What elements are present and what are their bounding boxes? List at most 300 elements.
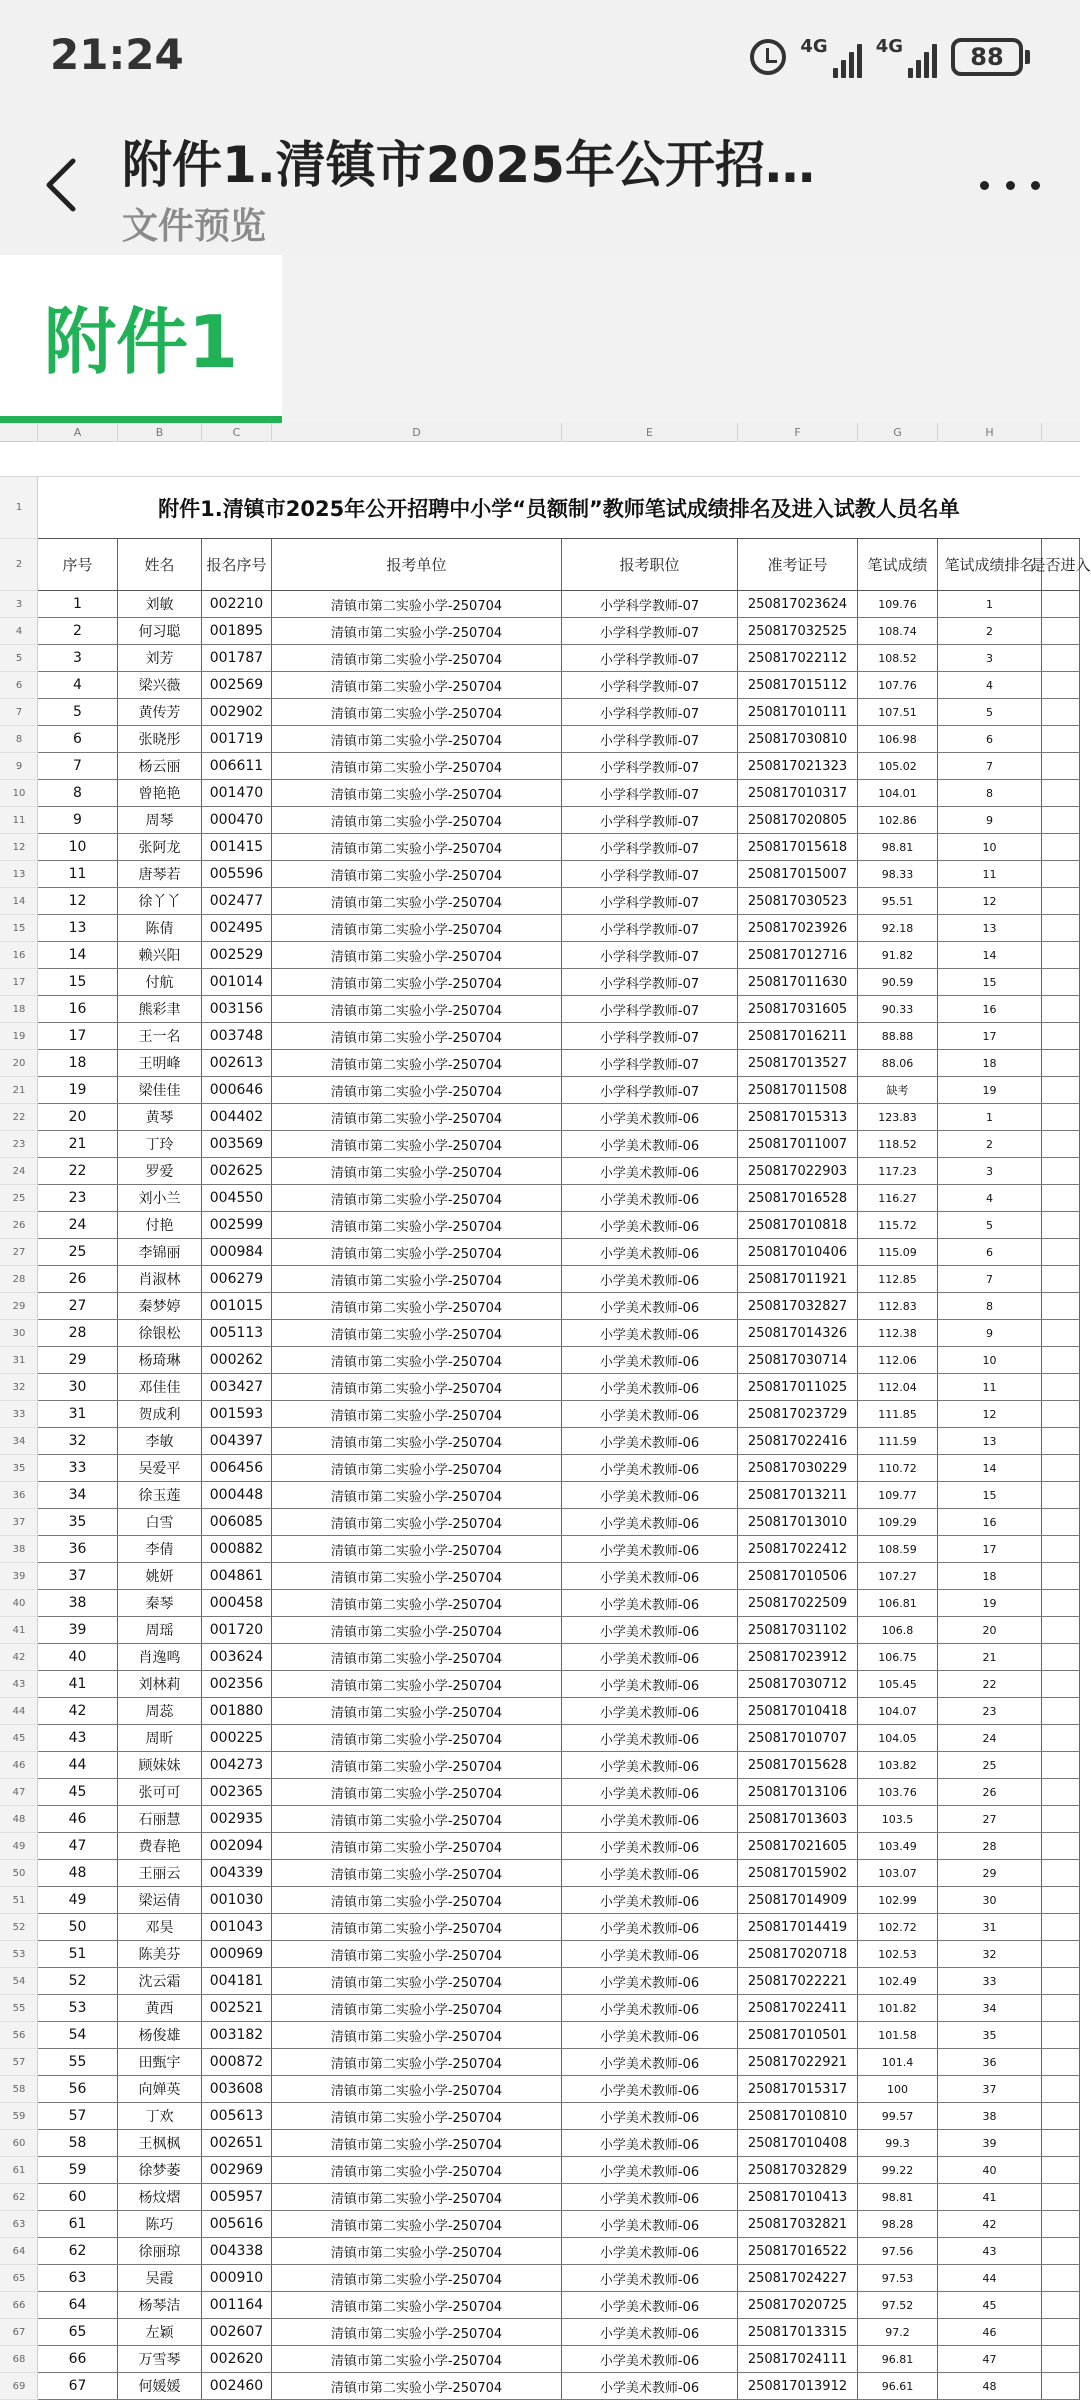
advance-cell[interactable]: [1042, 1644, 1080, 1670]
ticket-no-cell[interactable]: 250817014326: [738, 1320, 858, 1346]
unit-cell[interactable]: 清镇市第二实验小学-250704: [272, 1185, 562, 1211]
reg-no-cell[interactable]: 002094: [202, 1833, 272, 1859]
advance-cell[interactable]: [1042, 1887, 1080, 1913]
advance-cell[interactable]: [1042, 2373, 1080, 2399]
reg-no-cell[interactable]: 006085: [202, 1509, 272, 1535]
row-number[interactable]: 21: [0, 1077, 38, 1104]
name-cell[interactable]: 刘敏: [118, 591, 202, 617]
advance-cell[interactable]: [1042, 861, 1080, 887]
unit-cell[interactable]: 清镇市第二实验小学-250704: [272, 1644, 562, 1670]
reg-no-cell[interactable]: 002495: [202, 915, 272, 941]
advance-cell[interactable]: [1042, 1779, 1080, 1805]
reg-no-cell[interactable]: 004338: [202, 2238, 272, 2264]
header-cell[interactable]: 准考证号: [738, 539, 858, 590]
ticket-no-cell[interactable]: 250817013211: [738, 1482, 858, 1508]
ticket-no-cell[interactable]: 250817010818: [738, 1212, 858, 1238]
advance-cell[interactable]: [1042, 1401, 1080, 1427]
position-cell[interactable]: 小学美术教师-06: [562, 1806, 738, 1832]
ticket-no-cell[interactable]: 250817010406: [738, 1239, 858, 1265]
ticket-no-cell[interactable]: 250817013603: [738, 1806, 858, 1832]
score-cell[interactable]: 101.82: [858, 1995, 938, 2021]
position-cell[interactable]: 小学美术教师-06: [562, 1320, 738, 1346]
header-cell[interactable]: 姓名: [118, 539, 202, 590]
ticket-no-cell[interactable]: 250817024111: [738, 2346, 858, 2372]
seq-cell[interactable]: 1: [38, 591, 118, 617]
score-cell[interactable]: 88.06: [858, 1050, 938, 1076]
rank-cell[interactable]: 31: [938, 1914, 1042, 1940]
seq-cell[interactable]: 30: [38, 1374, 118, 1400]
unit-cell[interactable]: 清镇市第二实验小学-250704: [272, 1401, 562, 1427]
name-cell[interactable]: 万雪琴: [118, 2346, 202, 2372]
position-cell[interactable]: 小学美术教师-06: [562, 1455, 738, 1481]
reg-no-cell[interactable]: 002477: [202, 888, 272, 914]
name-cell[interactable]: 陈倩: [118, 915, 202, 941]
reg-no-cell[interactable]: 002607: [202, 2319, 272, 2345]
unit-cell[interactable]: 清镇市第二实验小学-250704: [272, 2076, 562, 2102]
rank-cell[interactable]: 26: [938, 1779, 1042, 1805]
name-cell[interactable]: 何习聪: [118, 618, 202, 644]
row-number[interactable]: 3: [0, 591, 38, 618]
unit-cell[interactable]: 清镇市第二实验小学-250704: [272, 834, 562, 860]
header-cell[interactable]: 报考单位: [272, 539, 562, 590]
score-cell[interactable]: 105.45: [858, 1671, 938, 1697]
name-cell[interactable]: 付艳: [118, 1212, 202, 1238]
reg-no-cell[interactable]: 001164: [202, 2292, 272, 2318]
name-cell[interactable]: 丁欢: [118, 2103, 202, 2129]
column-letter[interactable]: G: [858, 423, 938, 442]
name-cell[interactable]: 杨俊雄: [118, 2022, 202, 2048]
unit-cell[interactable]: 清镇市第二实验小学-250704: [272, 2130, 562, 2156]
position-cell[interactable]: 小学美术教师-06: [562, 1590, 738, 1616]
seq-cell[interactable]: 41: [38, 1671, 118, 1697]
advance-cell[interactable]: [1042, 2184, 1080, 2210]
reg-no-cell[interactable]: 002569: [202, 672, 272, 698]
score-cell[interactable]: 102.86: [858, 807, 938, 833]
score-cell[interactable]: 97.52: [858, 2292, 938, 2318]
row-number[interactable]: 59: [0, 2103, 38, 2130]
ticket-no-cell[interactable]: 250817024227: [738, 2265, 858, 2291]
unit-cell[interactable]: 清镇市第二实验小学-250704: [272, 1050, 562, 1076]
ticket-no-cell[interactable]: 250817011508: [738, 1077, 858, 1103]
unit-cell[interactable]: 清镇市第二实验小学-250704: [272, 1806, 562, 1832]
unit-cell[interactable]: 清镇市第二实验小学-250704: [272, 1617, 562, 1643]
rank-cell[interactable]: 2: [938, 1131, 1042, 1157]
unit-cell[interactable]: 清镇市第二实验小学-250704: [272, 1968, 562, 1994]
score-cell[interactable]: 91.82: [858, 942, 938, 968]
rank-cell[interactable]: 37: [938, 2076, 1042, 2102]
position-cell[interactable]: 小学美术教师-06: [562, 1941, 738, 1967]
advance-cell[interactable]: [1042, 1212, 1080, 1238]
score-cell[interactable]: 115.09: [858, 1239, 938, 1265]
name-cell[interactable]: 周蕊: [118, 1698, 202, 1724]
advance-cell[interactable]: [1042, 1131, 1080, 1157]
ticket-no-cell[interactable]: 250817013912: [738, 2373, 858, 2399]
advance-cell[interactable]: [1042, 2157, 1080, 2183]
reg-no-cell[interactable]: 004550: [202, 1185, 272, 1211]
ticket-no-cell[interactable]: 250817011025: [738, 1374, 858, 1400]
seq-cell[interactable]: 52: [38, 1968, 118, 1994]
ticket-no-cell[interactable]: 250817032525: [738, 618, 858, 644]
unit-cell[interactable]: 清镇市第二实验小学-250704: [272, 1752, 562, 1778]
ticket-no-cell[interactable]: 250817031605: [738, 996, 858, 1022]
unit-cell[interactable]: 清镇市第二实验小学-250704: [272, 753, 562, 779]
ticket-no-cell[interactable]: 250817021323: [738, 753, 858, 779]
rank-cell[interactable]: 18: [938, 1050, 1042, 1076]
seq-cell[interactable]: 17: [38, 1023, 118, 1049]
row-number[interactable]: 8: [0, 726, 38, 753]
rank-cell[interactable]: 1: [938, 591, 1042, 617]
position-cell[interactable]: 小学美术教师-06: [562, 1644, 738, 1670]
position-cell[interactable]: 小学美术教师-06: [562, 1131, 738, 1157]
reg-no-cell[interactable]: 001030: [202, 1887, 272, 1913]
rank-cell[interactable]: 8: [938, 780, 1042, 806]
reg-no-cell[interactable]: 000225: [202, 1725, 272, 1751]
advance-cell[interactable]: [1042, 1482, 1080, 1508]
position-cell[interactable]: 小学美术教师-06: [562, 1725, 738, 1751]
rank-cell[interactable]: 17: [938, 1536, 1042, 1562]
name-cell[interactable]: 李锦丽: [118, 1239, 202, 1265]
position-cell[interactable]: 小学科学教师-07: [562, 1050, 738, 1076]
unit-cell[interactable]: 清镇市第二实验小学-250704: [272, 1455, 562, 1481]
unit-cell[interactable]: 清镇市第二实验小学-250704: [272, 1266, 562, 1292]
ticket-no-cell[interactable]: 250817012716: [738, 942, 858, 968]
position-cell[interactable]: 小学美术教师-06: [562, 1563, 738, 1589]
advance-cell[interactable]: [1042, 1833, 1080, 1859]
rank-cell[interactable]: 36: [938, 2049, 1042, 2075]
unit-cell[interactable]: 清镇市第二实验小学-250704: [272, 1239, 562, 1265]
advance-cell[interactable]: [1042, 2211, 1080, 2237]
advance-cell[interactable]: [1042, 1860, 1080, 1886]
unit-cell[interactable]: 清镇市第二实验小学-250704: [272, 1563, 562, 1589]
reg-no-cell[interactable]: 004339: [202, 1860, 272, 1886]
name-cell[interactable]: 肖淑林: [118, 1266, 202, 1292]
rank-cell[interactable]: 21: [938, 1644, 1042, 1670]
advance-cell[interactable]: [1042, 1968, 1080, 1994]
ticket-no-cell[interactable]: 250817032829: [738, 2157, 858, 2183]
seq-cell[interactable]: 63: [38, 2265, 118, 2291]
ticket-no-cell[interactable]: 250817016522: [738, 2238, 858, 2264]
score-cell[interactable]: 107.27: [858, 1563, 938, 1589]
rank-cell[interactable]: 6: [938, 1239, 1042, 1265]
header-cell[interactable]: 笔试成绩排名: [938, 539, 1042, 590]
reg-no-cell[interactable]: 001787: [202, 645, 272, 671]
reg-no-cell[interactable]: 002902: [202, 699, 272, 725]
seq-cell[interactable]: 15: [38, 969, 118, 995]
seq-cell[interactable]: 65: [38, 2319, 118, 2345]
reg-no-cell[interactable]: 002625: [202, 1158, 272, 1184]
position-cell[interactable]: 小学科学教师-07: [562, 618, 738, 644]
advance-cell[interactable]: [1042, 753, 1080, 779]
advance-cell[interactable]: [1042, 1104, 1080, 1130]
score-cell[interactable]: 106.98: [858, 726, 938, 752]
header-cell[interactable]: 笔试成绩: [858, 539, 938, 590]
position-cell[interactable]: 小学美术教师-06: [562, 1293, 738, 1319]
name-cell[interactable]: 秦琴: [118, 1590, 202, 1616]
unit-cell[interactable]: 清镇市第二实验小学-250704: [272, 2373, 562, 2399]
advance-cell[interactable]: [1042, 1671, 1080, 1697]
row-number[interactable]: 27: [0, 1239, 38, 1266]
unit-cell[interactable]: 清镇市第二实验小学-250704: [272, 1023, 562, 1049]
score-cell[interactable]: 104.07: [858, 1698, 938, 1724]
row-number[interactable]: 23: [0, 1131, 38, 1158]
name-cell[interactable]: 秦梦婷: [118, 1293, 202, 1319]
reg-no-cell[interactable]: 000458: [202, 1590, 272, 1616]
reg-no-cell[interactable]: 001895: [202, 618, 272, 644]
name-cell[interactable]: 陈巧: [118, 2211, 202, 2237]
ticket-no-cell[interactable]: 250817010506: [738, 1563, 858, 1589]
score-cell[interactable]: 99.22: [858, 2157, 938, 2183]
position-cell[interactable]: 小学美术教师-06: [562, 1104, 738, 1130]
advance-cell[interactable]: [1042, 834, 1080, 860]
score-cell[interactable]: 107.76: [858, 672, 938, 698]
seq-cell[interactable]: 61: [38, 2211, 118, 2237]
unit-cell[interactable]: 清镇市第二实验小学-250704: [272, 1131, 562, 1157]
rank-cell[interactable]: 25: [938, 1752, 1042, 1778]
reg-no-cell[interactable]: 002365: [202, 1779, 272, 1805]
advance-cell[interactable]: [1042, 1266, 1080, 1292]
rank-cell[interactable]: 27: [938, 1806, 1042, 1832]
reg-no-cell[interactable]: 005596: [202, 861, 272, 887]
reg-no-cell[interactable]: 001470: [202, 780, 272, 806]
position-cell[interactable]: 小学科学教师-07: [562, 996, 738, 1022]
sheet-tab-active[interactable]: 附件1: [0, 255, 282, 423]
row-number[interactable]: 30: [0, 1320, 38, 1347]
position-cell[interactable]: 小学美术教师-06: [562, 1671, 738, 1697]
name-cell[interactable]: 王明峰: [118, 1050, 202, 1076]
position-cell[interactable]: 小学科学教师-07: [562, 942, 738, 968]
unit-cell[interactable]: 清镇市第二实验小学-250704: [272, 1590, 562, 1616]
name-cell[interactable]: 赖兴阳: [118, 942, 202, 968]
column-letter[interactable]: E: [562, 423, 738, 442]
advance-cell[interactable]: [1042, 618, 1080, 644]
name-cell[interactable]: 杨炆熠: [118, 2184, 202, 2210]
position-cell[interactable]: 小学科学教师-07: [562, 834, 738, 860]
unit-cell[interactable]: 清镇市第二实验小学-250704: [272, 2238, 562, 2264]
reg-no-cell[interactable]: 001719: [202, 726, 272, 752]
spreadsheet-view[interactable]: [0, 477, 1091, 2400]
rank-cell[interactable]: 15: [938, 969, 1042, 995]
unit-cell[interactable]: 清镇市第二实验小学-250704: [272, 2103, 562, 2129]
advance-cell[interactable]: [1042, 672, 1080, 698]
header-cell[interactable]: 报考职位: [562, 539, 738, 590]
seq-cell[interactable]: 50: [38, 1914, 118, 1940]
rank-cell[interactable]: 38: [938, 2103, 1042, 2129]
name-cell[interactable]: 张可可: [118, 1779, 202, 1805]
row-number[interactable]: 62: [0, 2184, 38, 2211]
name-cell[interactable]: 张阿龙: [118, 834, 202, 860]
row-number[interactable]: 60: [0, 2130, 38, 2157]
advance-cell[interactable]: [1042, 2049, 1080, 2075]
ticket-no-cell[interactable]: 250817010111: [738, 699, 858, 725]
reg-no-cell[interactable]: 000969: [202, 1941, 272, 1967]
name-cell[interactable]: 黄西: [118, 1995, 202, 2021]
seq-cell[interactable]: 11: [38, 861, 118, 887]
rank-cell[interactable]: 29: [938, 1860, 1042, 1886]
column-letter[interactable]: D: [272, 423, 562, 442]
seq-cell[interactable]: 62: [38, 2238, 118, 2264]
row-number[interactable]: 51: [0, 1887, 38, 1914]
position-cell[interactable]: 小学美术教师-06: [562, 1698, 738, 1724]
seq-cell[interactable]: 26: [38, 1266, 118, 1292]
advance-cell[interactable]: [1042, 1995, 1080, 2021]
position-cell[interactable]: 小学美术教师-06: [562, 1860, 738, 1886]
name-cell[interactable]: 周琴: [118, 807, 202, 833]
advance-cell[interactable]: [1042, 915, 1080, 941]
name-cell[interactable]: 刘林莉: [118, 1671, 202, 1697]
score-cell[interactable]: 105.02: [858, 753, 938, 779]
reg-no-cell[interactable]: 002356: [202, 1671, 272, 1697]
score-cell[interactable]: 96.61: [858, 2373, 938, 2399]
score-cell[interactable]: 111.59: [858, 1428, 938, 1454]
position-cell[interactable]: 小学科学教师-07: [562, 672, 738, 698]
name-cell[interactable]: 徐梦萎: [118, 2157, 202, 2183]
advance-cell[interactable]: [1042, 2103, 1080, 2129]
ticket-no-cell[interactable]: 250817030714: [738, 1347, 858, 1373]
seq-cell[interactable]: 64: [38, 2292, 118, 2318]
row-number[interactable]: 12: [0, 834, 38, 861]
score-cell[interactable]: 101.4: [858, 2049, 938, 2075]
row-number[interactable]: 64: [0, 2238, 38, 2265]
position-cell[interactable]: 小学美术教师-06: [562, 1428, 738, 1454]
name-cell[interactable]: 周昕: [118, 1725, 202, 1751]
reg-no-cell[interactable]: 000448: [202, 1482, 272, 1508]
row-number[interactable]: 52: [0, 1914, 38, 1941]
rank-cell[interactable]: 48: [938, 2373, 1042, 2399]
row-number[interactable]: 39: [0, 1563, 38, 1590]
seq-cell[interactable]: 66: [38, 2346, 118, 2372]
reg-no-cell[interactable]: 001015: [202, 1293, 272, 1319]
row-number[interactable]: 43: [0, 1671, 38, 1698]
seq-cell[interactable]: 27: [38, 1293, 118, 1319]
column-letter[interactable]: F: [738, 423, 858, 442]
score-cell[interactable]: 112.38: [858, 1320, 938, 1346]
reg-no-cell[interactable]: 000872: [202, 2049, 272, 2075]
rank-cell[interactable]: 5: [938, 1212, 1042, 1238]
name-cell[interactable]: 李倩: [118, 1536, 202, 1562]
position-cell[interactable]: 小学美术教师-06: [562, 2103, 738, 2129]
position-cell[interactable]: 小学美术教师-06: [562, 2319, 738, 2345]
reg-no-cell[interactable]: 002613: [202, 1050, 272, 1076]
rank-cell[interactable]: 10: [938, 834, 1042, 860]
unit-cell[interactable]: 清镇市第二实验小学-250704: [272, 888, 562, 914]
unit-cell[interactable]: 清镇市第二实验小学-250704: [272, 2319, 562, 2345]
row-number[interactable]: 26: [0, 1212, 38, 1239]
unit-cell[interactable]: 清镇市第二实验小学-250704: [272, 915, 562, 941]
ticket-no-cell[interactable]: 250817030523: [738, 888, 858, 914]
seq-cell[interactable]: 67: [38, 2373, 118, 2399]
row-number[interactable]: 13: [0, 861, 38, 888]
position-cell[interactable]: 小学美术教师-06: [562, 1968, 738, 1994]
position-cell[interactable]: 小学美术教师-06: [562, 2238, 738, 2264]
unit-cell[interactable]: 清镇市第二实验小学-250704: [272, 1941, 562, 1967]
score-cell[interactable]: 111.85: [858, 1401, 938, 1427]
unit-cell[interactable]: 清镇市第二实验小学-250704: [272, 2292, 562, 2318]
ticket-no-cell[interactable]: 250817022411: [738, 1995, 858, 2021]
advance-cell[interactable]: [1042, 1941, 1080, 1967]
score-cell[interactable]: 102.99: [858, 1887, 938, 1913]
reg-no-cell[interactable]: 004397: [202, 1428, 272, 1454]
row-number[interactable]: 41: [0, 1617, 38, 1644]
unit-cell[interactable]: 清镇市第二实验小学-250704: [272, 726, 562, 752]
ticket-no-cell[interactable]: 250817022903: [738, 1158, 858, 1184]
rank-cell[interactable]: 20: [938, 1617, 1042, 1643]
name-cell[interactable]: 刘芳: [118, 645, 202, 671]
reg-no-cell[interactable]: 004273: [202, 1752, 272, 1778]
seq-cell[interactable]: 54: [38, 2022, 118, 2048]
unit-cell[interactable]: 清镇市第二实验小学-250704: [272, 1536, 562, 1562]
rank-cell[interactable]: 14: [938, 1455, 1042, 1481]
row-number[interactable]: 61: [0, 2157, 38, 2184]
advance-cell[interactable]: [1042, 1914, 1080, 1940]
rank-cell[interactable]: 4: [938, 672, 1042, 698]
position-cell[interactable]: 小学科学教师-07: [562, 1023, 738, 1049]
name-cell[interactable]: 付航: [118, 969, 202, 995]
rank-cell[interactable]: 3: [938, 645, 1042, 671]
name-cell[interactable]: 何媛媛: [118, 2373, 202, 2399]
reg-no-cell[interactable]: 003427: [202, 1374, 272, 1400]
seq-cell[interactable]: 56: [38, 2076, 118, 2102]
unit-cell[interactable]: 清镇市第二实验小学-250704: [272, 591, 562, 617]
rank-cell[interactable]: 7: [938, 1266, 1042, 1292]
reg-no-cell[interactable]: 001415: [202, 834, 272, 860]
name-cell[interactable]: 梁兴薇: [118, 672, 202, 698]
advance-cell[interactable]: [1042, 1374, 1080, 1400]
rank-cell[interactable]: 10: [938, 1347, 1042, 1373]
position-cell[interactable]: 小学美术教师-06: [562, 1617, 738, 1643]
reg-no-cell[interactable]: 005613: [202, 2103, 272, 2129]
position-cell[interactable]: 小学科学教师-07: [562, 888, 738, 914]
seq-cell[interactable]: 28: [38, 1320, 118, 1346]
ticket-no-cell[interactable]: 250817020725: [738, 2292, 858, 2318]
rank-cell[interactable]: 5: [938, 699, 1042, 725]
position-cell[interactable]: 小学美术教师-06: [562, 2292, 738, 2318]
seq-cell[interactable]: 39: [38, 1617, 118, 1643]
ticket-no-cell[interactable]: 250817022509: [738, 1590, 858, 1616]
ticket-no-cell[interactable]: 250817011921: [738, 1266, 858, 1292]
position-cell[interactable]: 小学美术教师-06: [562, 1887, 738, 1913]
rank-cell[interactable]: 41: [938, 2184, 1042, 2210]
reg-no-cell[interactable]: 001593: [202, 1401, 272, 1427]
reg-no-cell[interactable]: 002529: [202, 942, 272, 968]
position-cell[interactable]: 小学美术教师-06: [562, 2184, 738, 2210]
position-cell[interactable]: 小学美术教师-06: [562, 2157, 738, 2183]
position-cell[interactable]: 小学美术教师-06: [562, 1995, 738, 2021]
row-number[interactable]: 48: [0, 1806, 38, 1833]
unit-cell[interactable]: 清镇市第二实验小学-250704: [272, 672, 562, 698]
row-number[interactable]: 67: [0, 2319, 38, 2346]
reg-no-cell[interactable]: 000470: [202, 807, 272, 833]
name-cell[interactable]: 丁玲: [118, 1131, 202, 1157]
advance-cell[interactable]: [1042, 1806, 1080, 1832]
rank-cell[interactable]: 4: [938, 1185, 1042, 1211]
rank-cell[interactable]: 17: [938, 1023, 1042, 1049]
unit-cell[interactable]: 清镇市第二实验小学-250704: [272, 1698, 562, 1724]
ticket-no-cell[interactable]: 250817022412: [738, 1536, 858, 1562]
position-cell[interactable]: 小学科学教师-07: [562, 807, 738, 833]
reg-no-cell[interactable]: 001014: [202, 969, 272, 995]
unit-cell[interactable]: 清镇市第二实验小学-250704: [272, 2184, 562, 2210]
name-cell[interactable]: 唐琴若: [118, 861, 202, 887]
ticket-no-cell[interactable]: 250817016211: [738, 1023, 858, 1049]
ticket-no-cell[interactable]: 250817023926: [738, 915, 858, 941]
score-cell[interactable]: 缺考: [858, 1077, 938, 1103]
rank-cell[interactable]: 8: [938, 1293, 1042, 1319]
score-cell[interactable]: 95.51: [858, 888, 938, 914]
score-cell[interactable]: 102.72: [858, 1914, 938, 1940]
unit-cell[interactable]: 清镇市第二实验小学-250704: [272, 1860, 562, 1886]
unit-cell[interactable]: 清镇市第二实验小学-250704: [272, 1509, 562, 1535]
rank-cell[interactable]: 24: [938, 1725, 1042, 1751]
